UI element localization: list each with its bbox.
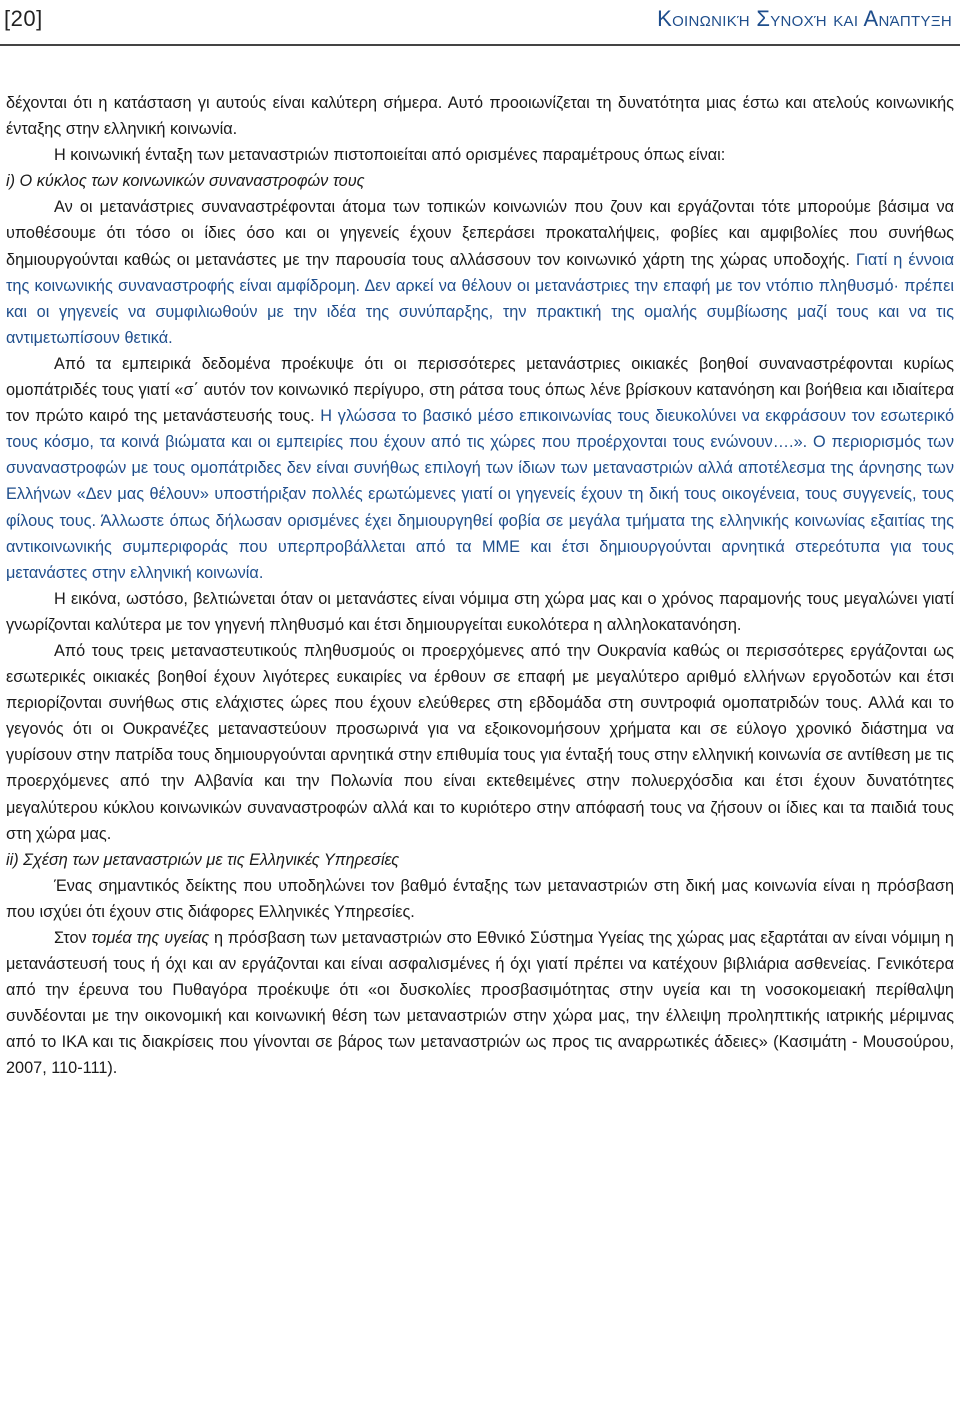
running-title: Κοινωνική Συνοχή και Ανάπτυξη [657, 6, 952, 31]
section-heading: i) Ο κύκλος των κοινωνικών συναναστροφών τους [6, 172, 365, 191]
page-number: [20] [4, 6, 43, 31]
paragraph-text: Στον [54, 929, 92, 947]
emphasis-text: τομέα της υγείας [91, 929, 210, 947]
paragraph: Ένας σημαντικός δείκτης που υποδηλώνει τον βαθμό ένταξης των μεταναστριών στη δική μας κοινωνία είναι η πρόσβαση που ισχύει ότι έχουν στις διάφορες Ελληνικές Υπηρεσίες. [6, 876, 954, 921]
paragraph [6, 925, 954, 1082]
paragraph: Η εικόνα, ωστόσο, βελτιώνεται όταν οι μετανάστες είναι νόμιμα στη χώρα μας και ο χρόνος παραμονής τους μεγαλώνει γιατί γνωρίζονται καλύτερα με τον γηγενή πληθυσμό και έτσι δημιουργείται ευκολότερα η αλληλοκατανόηση. [6, 589, 954, 634]
paragraph [6, 194, 954, 351]
paragraph: δέχονται ότι η κατάσταση γι αυτούς είναι καλύτερη σήμερα. Αυτό προοιωνίζεται τη δυνατότητα μιας έστω και ατελούς κοινωνικής ένταξης στην ελληνική κοινωνία. [6, 94, 954, 139]
paragraph-text-highlight: Η γλώσσα το βασικό μέσο επικοινωνίας τους διευκολύνει να εκφράσουν τον εσωτερικό τους κόσμο, τα κοινά βιώματα και οι εμπειρίες που έχουν από τις χώρες που προέρχονται τους ενώνουν….». Ο περιορισμός των συναναστροφών με τους ομοπάτριδες δεν είναι συνήθως επιλογή των ίδιων των μεταναστριών αλλά αποτέλεσμα της άρνησης των Ελλήνων «Δεν μας θέλουν» υποστήριξαν πολλές ερωτώμενες γιατί οι γηγενείς έχουν τη δική τους οικογένεια, τους συγγενείς, τους φίλους τους. Άλλωστε όπως δήλωσαν ορισμένες έχει δημιουργηθεί φοβία σε μεγάλα τμήματα της ελληνικής κοινωνίας εξαιτίας της αντικοινωνικής συμπεριφοράς που υπερπροβάλλεται από τα ΜΜΕ και έτσι δημιουργούνται αρνητικά στερεότυπα για τους μετανάστες στην ελληνική κοινωνία. [6, 407, 954, 582]
paragraph-text: η πρόσβαση των μεταναστριών στο Εθνικό Σύστημα Υγείας της χώρας μας εξαρτάται αν είναι νόμιμη η μετανάστευσή τους ή όχι και αν εργάζονται και είναι ασφαλισμένες ή όχι γιατί πρέπει να κατέχουν βιβλιάρια ασθενείας. Γενικότερα από την έρευνα του Πυθαγόρα προέκυψε ότι «οι δυσκολίες προσβασιμότητας στην υγεία και τη νοσοκομειακή περίθαλψη συνδέονται με την οικονομική και κοινωνική θέση των μεταναστριών στην χώρα μας, την έλλειψη προληπτικής ιατρικής μέριμνας από το ΙΚΑ και τις διακρίσεις που γίνονται σε βάρος των μεταναστριών ως προς τις αναρρωτικές άδειες» (Κασιμάτη - Μουσούρου, 2007, 110-111). [6, 929, 954, 1078]
paragraph [6, 351, 954, 586]
page-header [0, 0, 960, 44]
paragraph-text: Αν οι μετανάστριες συναναστρέφονται άτομα των τοπικών κοινωνιών που ζουν και εργάζονται τότε μπορούμε βάσιμα να υποθέσουμε ότι τόσο οι ίδιες όσο και οι γηγενείς έχουν ξεπεράσει προκαταλήψεις, φοβίες και αμφιβολίες που συνήθως δημιουργούνται καθώς οι μετανάστες με την παρουσία τους αλλάσσουν τον κοινωνικό χάρτη της χώρας υποδοχής. [6, 198, 954, 269]
paragraph-text: Από τα εμπειρικά δεδομένα προέκυψε ότι οι περισσότερες μετανάστριες οικιακές βοηθοί συναναστρέφονται κυρίως ομοπάτριδές τους γιατί «σ΄ αυτόν τον κοινωνικό περίγυρο, στη ράτσα τους όπως λένε βρίσκουν κατανόηση και βοήθεια και ιδιαίτερα τον πρώτο καιρό της μετανάστευσής τους. [6, 354, 954, 426]
paragraph-text-highlight: Γιατί η έννοια της κοινωνικής συναναστροφής είναι αμφίδρομη. Δεν αρκεί να θέλουν οι μετανάστριες την επαφή με τον ντόπιο πληθυσμό· πρέπει και οι γηγενείς να συμφιλιωθούν με την ιδέα της συνύπαρξης, την πρακτική της ομαλής συμβίωσης μαζί τους και να τις αντιμετωπίσουν θετικά. [6, 250, 954, 347]
paragraph: Από τους τρεις μεταναστευτικούς πληθυσμούς οι προερχόμενες από την Ουκρανία καθώς οι περισσότερες εργάζονται ως εσωτερικές οικιακές βοηθοί έχουν λιγότερες ευκαιρίες να έρθουν σε επαφή με μεγαλύτερο αριθμό ελλήνων εργοδοτών και έτσι περιορίζονται συνήθως στις ελάχιστες ώρες που έχουν ελεύθερες στη εβδομάδα στη συντροφιά ομοπατριδών τους. Αλλά και το γεγονός ότι οι Ουκρανέζες μεταναστεύουν προσωρινά για να εξοικονομήσουν χρήματα και σε εύλογο χρονικό διάστημα να γυρίσουν στην πατρίδα τους δημιουργούνται αρνητικά στην επιθυμία τους για ένταξή τους στην ελληνική κοινωνία σε αντίθεση με τις προερχόμενες από την Αλβανία και την Πολωνία που είναι εκτεθειμένες στην πολυερχόσδια και έτσι έχουν δυνατότητες μεγαλύτερου κύκλου κοινωνικών συναναστροφών αλλά και το κυριότερο στην απόφασή τους να ζήσουν οι ίδιες και τα παιδιά τους στη χώρα μας. [6, 641, 954, 843]
section-heading: ii) Σχέση των μεταναστριών με τις Ελληνικές Υπηρεσίες [6, 850, 400, 869]
header-rule [0, 44, 960, 46]
body-text [6, 90, 954, 1082]
paragraph: Η κοινωνική ένταξη των μεταναστριών πιστοποιείται από ορισμένες παραμέτρους όπως είναι: [54, 146, 726, 165]
